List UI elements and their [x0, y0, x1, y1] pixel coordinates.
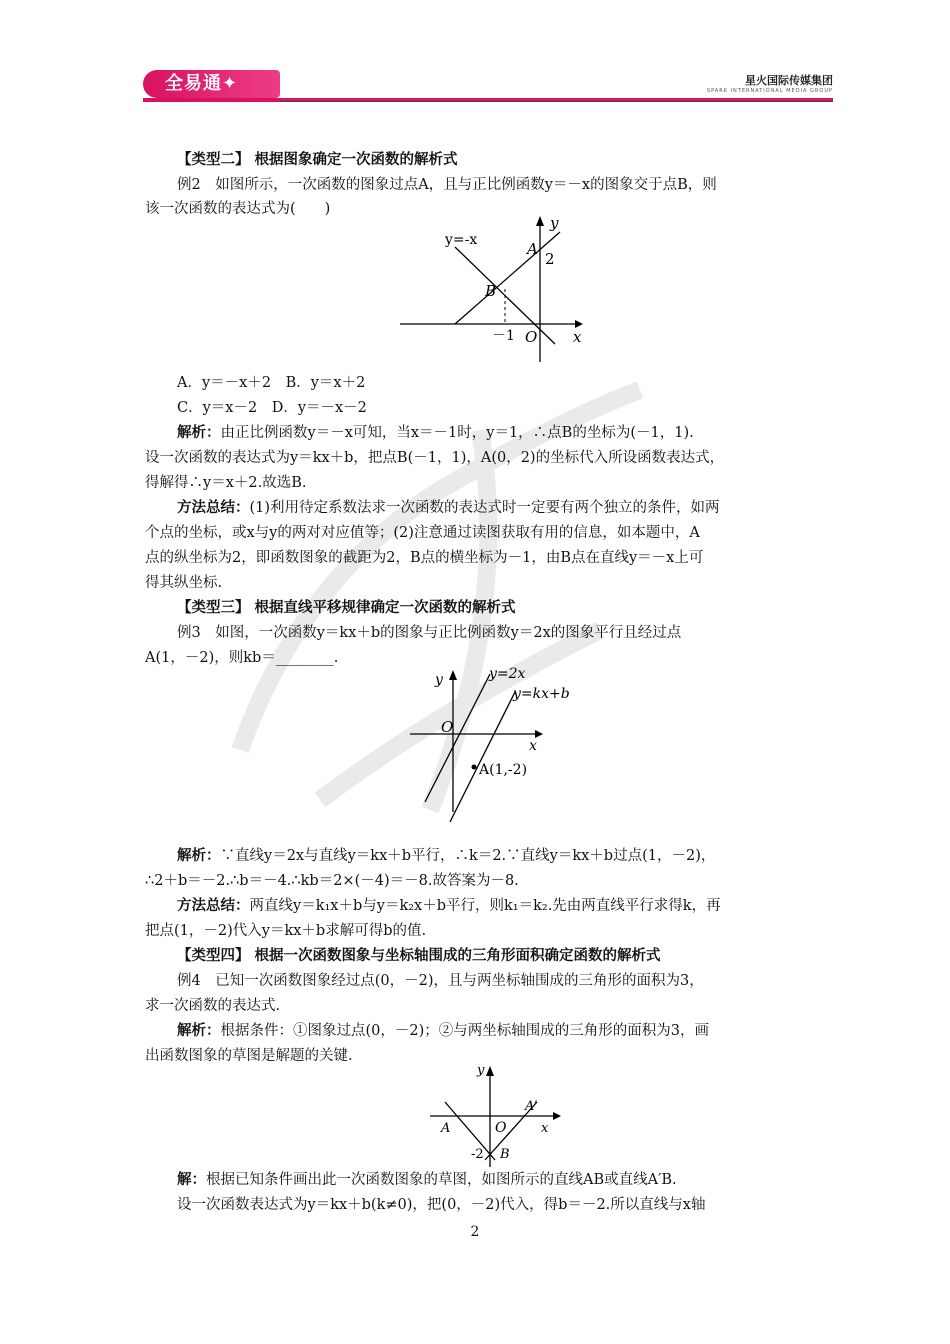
label-A-prime: A′ — [525, 1099, 538, 1114]
label-y2x: y=2x — [489, 666, 526, 682]
method3-line1: 方法总结：两直线y＝k₁x＋b与y＝k₂x＋b平行，则k₁＝k₂.先由两直线平行求得k，再 — [177, 898, 721, 914]
example3-line2: A(1，－2)，则kb＝________. — [145, 650, 339, 666]
label-x: x — [529, 738, 537, 754]
page-number: 2 — [470, 1224, 480, 1240]
line-2x — [425, 674, 490, 802]
method2-line1: 方法总结：(1)利用待定系数法求一次函数的表达式时一定要有两个独立的条件，如两 — [177, 500, 720, 516]
label-A: A — [527, 240, 538, 258]
example4-line2: 求一次函数的表达式. — [145, 998, 281, 1014]
publisher-block — [707, 72, 833, 94]
solution4-line1: 解：根据已知条件画出此一次函数图象的草图，如图所示的直线AB或直线A′B. — [177, 1172, 677, 1188]
line-AB — [445, 1102, 495, 1160]
example2-line2: 该一次函数的表达式为( ) — [145, 201, 331, 217]
analysis2-line1: 解析：由正比例函数y＝－x可知，当x＝－1时，y＝1，∴点B的坐标为(－1，1). — [177, 425, 694, 441]
method2-line4: 得其纵坐标. — [145, 575, 223, 591]
label-x: x — [541, 1121, 549, 1136]
options-line2: C．y＝x－2 D．y＝－x－2 — [177, 400, 367, 416]
label-B: B — [485, 282, 497, 300]
method3-line2: 把点(1，－2)代入y＝kx＋b求解可得b的值. — [145, 923, 427, 939]
type3-heading: 【类型三】 根据直线平移规律确定一次函数的解析式 — [177, 600, 516, 616]
example4-line1: 例4 已知一次函数图象经过点(0，－2)，且与两坐标轴围成的三角形的面积为3， — [177, 973, 704, 989]
analysis2-line2: 设一次函数的表达式为y＝kx＋b，把点B(－1，1)，A(0，2)的坐标代入所设函数表达式， — [145, 450, 725, 466]
x-arrow-icon — [535, 730, 543, 738]
x-arrow-icon — [575, 320, 583, 328]
y-arrow-icon — [449, 670, 457, 680]
label-O: O — [495, 1120, 507, 1136]
point-A — [472, 765, 477, 770]
label-x: x — [573, 328, 582, 346]
label-line: y=-x — [445, 232, 478, 248]
options-line1: A．y＝－x＋2 B．y＝x＋2 — [177, 375, 366, 391]
analysis4-line2: 出函数图象的草图是解题的关键. — [145, 1048, 353, 1064]
label-ykxb: y=kx+b — [513, 686, 570, 702]
method2-line3: 点的纵坐标为2，即函数图象的截距为2，B点的横坐标为－1，由B点在直线y＝－x上可 — [145, 550, 704, 566]
figure-example2 — [395, 212, 595, 372]
label-y: y — [435, 672, 443, 688]
label-O: O — [525, 328, 538, 346]
analysis4-line1: 解析：根据条件：①图象过点(0，－2)；②与两坐标轴围成的三角形的面积为3，画 — [177, 1023, 709, 1039]
label-neg2: -2 — [471, 1147, 484, 1162]
publisher-name: 星火国际传媒集团 — [745, 74, 833, 87]
header-thin-rule — [280, 101, 833, 102]
y-arrow-icon — [486, 1066, 494, 1076]
label-A: A — [441, 1121, 451, 1136]
example2-line1: 例2 如图所示，一次函数的图象过点A，且与正比例函数y＝－x的图象交于点B，则 — [177, 177, 717, 193]
figure-example4 — [425, 1062, 575, 1172]
analysis3-line2: ∴2＋b＝－2.∴b＝－4.∴kb＝2×(－4)＝－8.故答案为－8. — [145, 873, 519, 889]
label-2: 2 — [545, 250, 555, 268]
solution4-line2: 设一次函数表达式为y＝kx＋b(k≠0)，把(0，－2)代入，得b＝－2.所以直线与x轴 — [177, 1197, 706, 1213]
brand-logo: 全易通✦ — [143, 70, 280, 98]
figure-example3 — [405, 662, 595, 822]
label-y: y — [550, 214, 559, 232]
label-A: A(1,-2) — [479, 762, 528, 778]
y-arrow-icon — [536, 216, 544, 226]
analysis2-line3: 得解得∴y＝x＋2.故选B. — [145, 475, 307, 491]
type2-heading: 【类型二】 根据图象确定一次函数的解析式 — [177, 152, 458, 168]
label-y: y — [477, 1063, 485, 1078]
label-B: B — [500, 1147, 510, 1162]
line-kx-b — [450, 692, 515, 822]
x-arrow-icon — [553, 1112, 561, 1120]
analysis3-line1: 解析：∵直线y＝2x与直线y＝kx＋b平行，∴k＝2.∵直线y＝kx＋b过点(1，－2)， — [177, 848, 716, 864]
publisher-name-en: SPARK INTERNATIONAL MEDIA GROUP — [706, 88, 833, 94]
label-neg1: －1 — [492, 328, 515, 344]
example3-line1: 例3 如图，一次函数y＝kx＋b的图象与正比例函数y＝2x的图象平行且经过点 — [177, 625, 682, 641]
label-O: O — [441, 718, 454, 736]
type4-heading: 【类型四】 根据一次函数图象与坐标轴围成的三角形面积确定函数的解析式 — [177, 948, 661, 964]
method2-line2: 个点的坐标，或x与y的两对对应值等；(2)注意通过读图获取有用的信息，如本题中，A — [145, 525, 700, 541]
